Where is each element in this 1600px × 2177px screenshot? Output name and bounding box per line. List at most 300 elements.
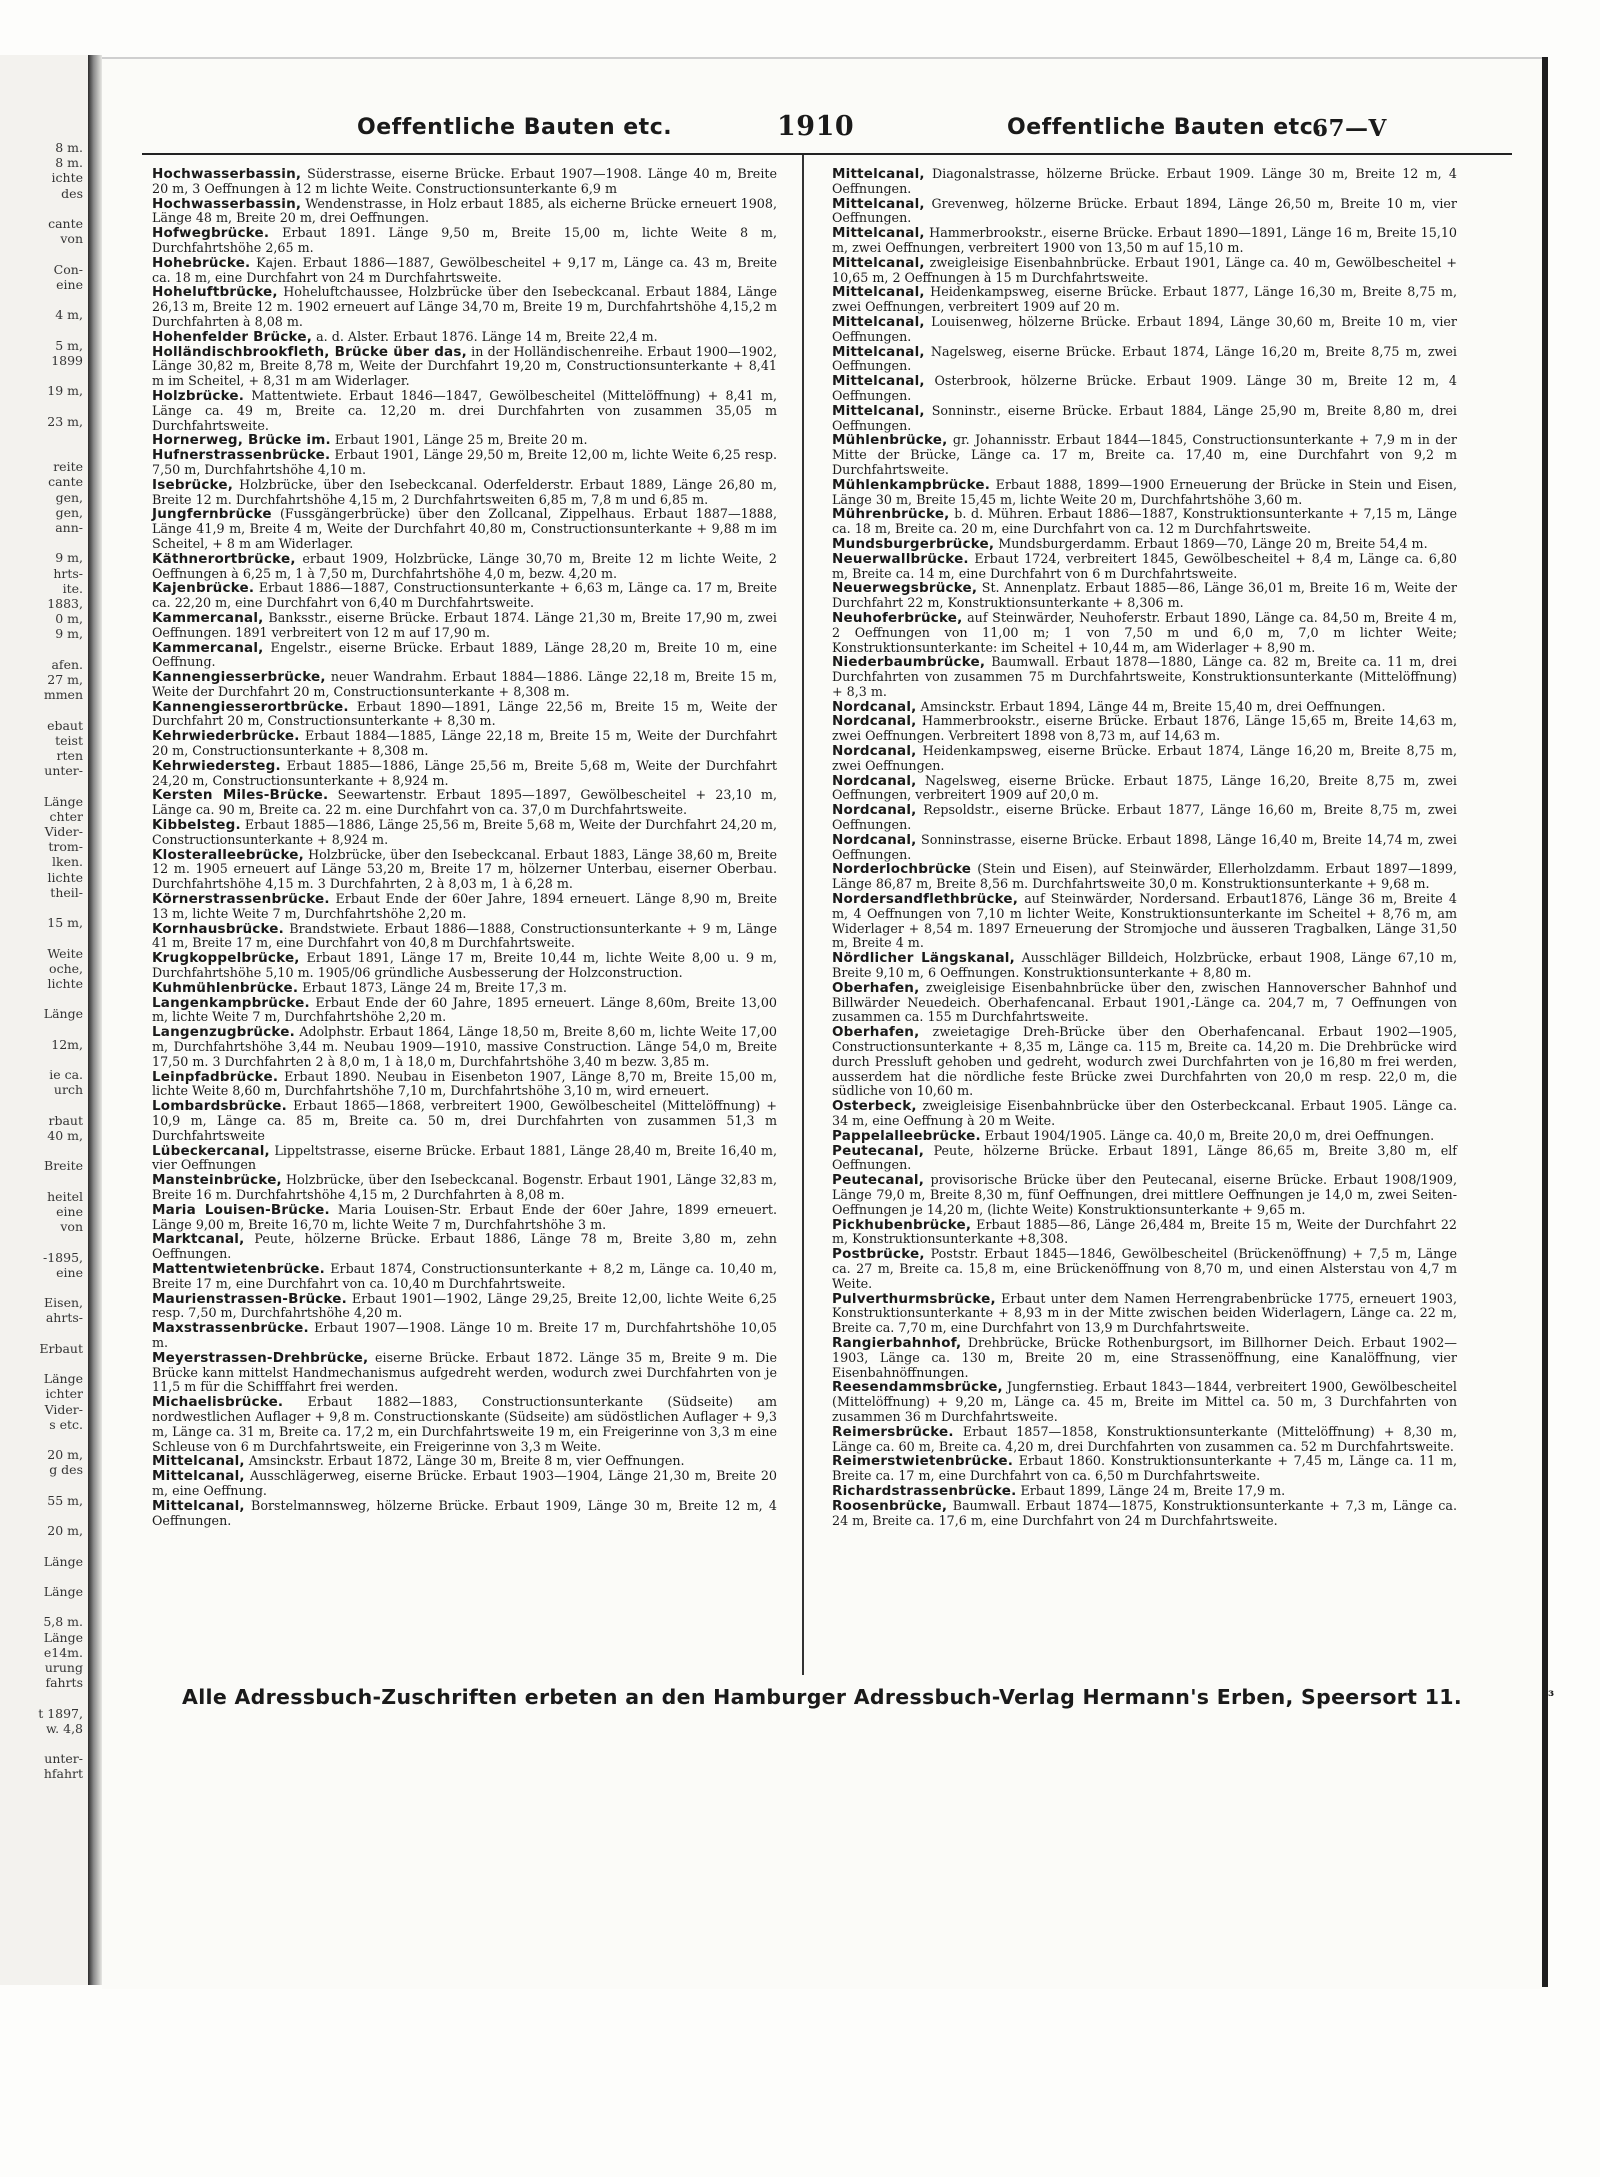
entry-keyword: Mansteinbrücke, <box>152 1172 282 1189</box>
entry-keyword: Mittelcanal, <box>832 254 925 271</box>
prev-page-fragment: ichter <box>45 1386 83 1402</box>
bridge-entry <box>832 1499 1457 1529</box>
prev-page-fragment: t 1897, <box>38 1705 83 1721</box>
prev-page-fragment: teist <box>55 732 83 748</box>
entry-text: Amsinckstr. Erbaut 1872, Länge 30 m, Breite 8 m, vier Oeffnungen. <box>248 1453 685 1469</box>
prev-page-fragment: unter- <box>44 763 83 779</box>
footer-mark: ³ <box>1548 1689 1555 1705</box>
entry-text: Brandstwiete. Erbaut 1886—1888, Constructionsunterkante + 9 m, Länge 41 m, Breite 17 m, eine Durchfahrt von 40,8 m Durchfahrtsweite. <box>152 920 777 951</box>
entry-text: neuer Wandrahm. Erbaut 1884—1886. Länge 22,18 m, Breite 15 m, Weite der Durchfahrt 20 m, Constructionsunterkante + 8,308 m. <box>152 669 777 699</box>
bridge-entry <box>832 1425 1457 1455</box>
prev-page-fragment: ie ca. <box>49 1067 83 1083</box>
entry-text: Erbaut Ende der 60er Jahre, 1894 erneuert. Länge 8,90 m, Breite 13 m, lichte Weite 7 m, Durchfahrtshöhe 2,20 m. <box>152 891 777 921</box>
entry-keyword: Kannengiesserortbrücke. <box>152 698 349 715</box>
bridge-entry <box>152 1232 777 1262</box>
entry-text: Diagonalstrasse, hölzerne Brücke. Erbaut 1909. Länge 30 m, Breite 12 m, 4 Oeffnungen. <box>832 166 1457 196</box>
prev-page-fragment: hfahrt <box>43 1766 83 1782</box>
bridge-entry <box>152 389 777 433</box>
prev-page-fragment: 8 m. <box>55 140 83 155</box>
entry-text: Sonninstrasse, eiserne Brücke. Erbaut 1898, Länge 16,40 m, Breite 14,74 m, zwei Oeffnungen. <box>832 831 1457 862</box>
entry-keyword: Peutecanal, <box>832 1142 925 1159</box>
entry-keyword: Hornerweg, Brücke im. <box>152 432 331 449</box>
bridge-entry <box>152 1499 777 1529</box>
entry-keyword: Hochwasserbassin, <box>152 166 302 182</box>
entry-text: Erbaut 1890—1891, Länge 22,56 m, Breite 15 m, Weite der Durchfahrt 20 m, Constructionsunterkante + 8,30 m. <box>152 698 777 729</box>
prev-page-fragment: g des <box>49 1462 83 1478</box>
entry-keyword: Kajenbrücke. <box>152 580 255 597</box>
entry-keyword: Neuhoferbrücke, <box>832 609 963 626</box>
entry-keyword: Körnerstrassenbrücke. <box>152 891 330 908</box>
entry-keyword: Niederbaumbrücke, <box>832 654 986 671</box>
entry-keyword: Roosenbrücke, <box>832 1497 948 1514</box>
entry-keyword: Holzbrücke. <box>152 387 245 404</box>
entry-text: Erbaut 1904/1905. Länge ca. 40,0 m, Breite 20,0 m, drei Oeffnungen. <box>984 1127 1435 1143</box>
entry-keyword: Michaelisbrücke. <box>152 1394 284 1411</box>
entry-keyword: Kehrwiederbrücke. <box>152 728 300 745</box>
entry-text: Erbaut 1890. Neubau in Eisenbeton 1907, Länge 8,70 m, Breite 15,00 m, lichte Weite 8,60 m, Durchfahrtshöhe 7,10 m, Durchfahrtshöhe 3,10 m, wird erneuert. <box>152 1068 777 1099</box>
entry-text: Erbaut 1874, Constructionsunterkante + 8,2 m, Länge ca. 10,40 m, Breite 17 m, eine Durchfahrt von ca. 10,40 m Durchfahrtsweite. <box>152 1260 777 1291</box>
entry-text: Nagelsweg, eiserne Brücke. Erbaut 1875, Länge 16,20, Breite 8,75 m, zwei Oeffnungen, verbreitert 1909 auf 20,0 m. <box>832 772 1457 803</box>
prev-page-fragment: w. 4,8 <box>45 1720 83 1736</box>
bridge-entry <box>152 1262 777 1292</box>
prev-page-fragment: 1883, <box>47 596 83 611</box>
prev-page-fragment: Eisen, <box>44 1295 83 1311</box>
entry-keyword: Neuerwegsbrücke, <box>832 580 978 597</box>
entry-text: Hoheluftchaussee, Holzbrücke über den Isebeckcanal. Erbaut 1884, Länge 26,13 m, Breite 12 m. 1902 erneuert auf Länge 34,70 m, Breite 19 m, Durchfahrtshöhe 4,15,2 m Durchfahrten à 8,08 m. <box>152 284 777 329</box>
book-gutter <box>88 55 102 1985</box>
bridge-entry <box>152 1144 777 1174</box>
header-page-number: 67—V <box>1312 115 1387 142</box>
bridge-entry <box>832 1380 1457 1424</box>
prev-page-fragment: 23 m, <box>47 413 83 429</box>
prev-page-fragment: 8 m. <box>55 155 83 171</box>
prev-page-fragment: Vider- <box>44 1401 83 1417</box>
entry-text: Holzbrücke, über den Isebeckcanal. Bogenstr. Erbaut 1901, Länge 32,83 m, Breite 16 m. Durchfahrtshöhe 4,15 m, 2 Durchfahrten à 8,08 m. <box>152 1172 777 1202</box>
entry-text: Erbaut 1907—1908. Länge 10 m. Breite 17 m, Durchfahrtshöhe 10,05 m. <box>152 1320 777 1350</box>
prev-page-fragment: gen, <box>55 504 83 520</box>
entry-text: Holzbrücke, über den Isebeckcanal. Erbaut 1883, Länge 38,60 m, Breite 12 m. 1905 erneuert auf Länge 53,20 m, Breite 17 m, hölzerner Unterbau, eiserner Oberbau. Durchfahrtshöhe 4,15 m. 3 Durchfahrten, 2 à 8,03 m, 1 à 6,28 m. <box>152 846 777 892</box>
entry-text: Ausschläger Billdeich, Holzbrücke, erbaut 1908, Länge 67,10 m, Breite 9,10 m, 6 Oeffnungen. Konstruktionsunterkante + 8,80 m. <box>832 950 1457 981</box>
entry-text: Adolphstr. Erbaut 1864, Länge 18,50 m, Breite 8,60 m, lichte Weite 17,00 m, Durchfahrtshöhe 3,44 m. Neubau 1909—1910, massive Construction. Länge 54,0 m, Breite 17,50 m. 3 Durchfahrten 2 à 8,0 m, 1 à 18,0 m, Durchfahrtshöhe 3,40 m bezw. 3,85 m. <box>152 1024 777 1069</box>
entry-text: Erbaut 1884—1885, Länge 22,18 m, Breite 15 m, Weite der Durchfahrt 20 m, Constructionsunterkante + 8,308 m. <box>152 728 777 759</box>
prev-page-fragment: ite. <box>62 580 83 596</box>
bridge-entry <box>832 951 1457 981</box>
entry-text: Amsinckstr. Erbaut 1894, Länge 44 m, Breite 15,40 m, drei Oeffnungen. <box>920 698 1386 714</box>
entry-text: Holzbrücke, über den Isebeckcanal. Oderfelderstr. Erbaut 1889, Länge 26,80 m, Breite 12 m. Durchfahrtshöhe 4,15 m, 2 Durchfahrtsweiten 6,85 m, 7,8 m und 6,85 m. <box>152 476 777 507</box>
prev-page-fragment: oche, <box>49 960 83 976</box>
entry-keyword: Kersten Miles-Brücke. <box>152 787 329 804</box>
prev-page-fragment: 55 m, <box>47 1492 83 1508</box>
prev-page-fragment: Erbaut <box>39 1340 83 1356</box>
bridge-entry <box>152 818 777 848</box>
bridge-entry <box>832 1099 1457 1129</box>
prev-page-fragment: fahrts <box>45 1675 83 1691</box>
bridge-entry <box>152 256 777 286</box>
entry-text: Erbaut 1860. Konstruktionsunterkante + 7,45 m, Länge ca. 11 m, Breite ca. 17 m, eine Durchfahrt von ca. 6,50 m Durchfahrtsweite. <box>832 1453 1457 1484</box>
entry-keyword: Nordcanal, <box>832 743 917 760</box>
bridge-entry <box>832 981 1457 1025</box>
bridge-entry <box>152 1395 777 1454</box>
prev-page-fragment: 0 m, <box>55 611 83 627</box>
entry-text: (Fussgängerbrücke) über den Zollcanal, Zippelhaus. Erbaut 1887—1888, Länge 41,9 m, Breite 4 m, Weite der Durchfahrt 40,80 m, Constructionsunterkante + 9,88 m im Scheitel, + 8 m am Widerlager. <box>152 506 777 551</box>
bridge-entry <box>832 315 1457 345</box>
bridge-entry <box>152 552 777 582</box>
entry-text: Erbaut 1901, Länge 25 m, Breite 20 m. <box>334 432 588 448</box>
entry-text: zweigleisige Eisenbahnbrücke über den Osterbeckcanal. Erbaut 1905. Länge ca. 34 m, eine Oeffnung à 20 m Weite. <box>832 1098 1457 1128</box>
bridge-entry <box>152 981 777 996</box>
entry-keyword: Mittelcanal, <box>832 284 925 301</box>
entry-keyword: Richardstrassenbrücke. <box>832 1482 1017 1499</box>
prev-page-fragment: 1899 <box>51 352 83 368</box>
bridge-entry <box>832 345 1457 375</box>
bridge-entry <box>152 478 777 508</box>
bridge-entry <box>152 345 777 389</box>
entry-text: Erbaut Ende der 60 Jahre, 1895 erneuert. Länge 8,60m, Breite 13,00 m, lichte Weite 7 m, Durchfahrtshöhe 2,20 m. <box>152 994 777 1025</box>
prev-page-fragment: eine <box>56 1264 83 1280</box>
prev-page-fragment: 5,8 m. <box>43 1614 83 1630</box>
prev-page-fragment: des <box>61 185 83 201</box>
entry-text: Erbaut 1891, Länge 17 m, Breite 10,44 m, lichte Weite 8,00 u. 9 m, Durchfahrtshöhe 5,10 m. 1905/06 gründliche Ausbesserung der Holzconstruction. <box>152 950 777 981</box>
bridge-entry <box>832 1336 1457 1380</box>
entry-keyword: Nordcanal, <box>832 802 917 819</box>
bridge-entry <box>152 1292 777 1322</box>
prev-page-fragment: 20 m, <box>47 1523 83 1539</box>
entry-keyword: Mühlenbrücke, <box>832 432 948 449</box>
entry-text: Repsoldstr., eiserne Brücke. Erbaut 1877, Länge 16,60 m, Breite 8,75 m, zwei Oeffnungen. <box>832 802 1457 833</box>
bridge-entry <box>152 759 777 789</box>
bridge-entry <box>832 1484 1457 1499</box>
bridge-entry <box>832 404 1457 434</box>
publisher-footer: Alle Adressbuch-Zuschriften erbeten an den Hamburger Adressbuch-Verlag Hermann's Erben, Speersort 11. <box>182 1685 1462 1709</box>
entry-keyword: Kammercanal, <box>152 639 264 656</box>
bridge-entry <box>152 848 777 892</box>
entry-keyword: Hufnerstrassenbrücke. <box>152 447 331 464</box>
entry-keyword: Maxstrassenbrücke. <box>152 1320 309 1337</box>
entry-text: Erbaut unter dem Namen Herrengrabenbrücke 1775, erneuert 1903, Konstruktionsunterkante + 8,93 m in der Mitte zwischen beiden Widerlagern, Länge ca. 22 m, Breite ca. 7,70 m, eine Durchfahrt von 13,9 m Durchfahrtsweite. <box>832 1290 1457 1336</box>
entry-keyword: Mittelcanal, <box>832 313 925 330</box>
prev-page-fragment: Breite <box>44 1158 83 1174</box>
bridge-entry <box>152 1454 777 1469</box>
entry-keyword: Krugkoppelbrücke, <box>152 950 300 967</box>
left-column <box>152 167 777 1528</box>
entry-text: Heidenkampsweg, eiserne Brücke. Erbaut 1874, Länge 16,20 m, Breite 8,75 m, zwei Oeffnungen. <box>832 743 1457 773</box>
entry-text: Kajen. Erbaut 1886—1887, Gewölbescheitel + 9,17 m, Länge ca. 43 m, Breite ca. 18 m, eine Durchfahrt von 24 m Durchfahrtsweite. <box>152 254 777 285</box>
prev-page-fragment: 5 m, <box>55 337 83 353</box>
prev-page-fragment: Länge <box>43 1629 83 1645</box>
entry-text: Süderstrasse, eiserne Brücke. Erbaut 1907—1908. Länge 40 m, Breite 20 m, 3 Oeffnungen à 12 m lichte Weite. Constructionsunterkante 6,9 m <box>152 166 777 196</box>
entry-text: Erbaut 1886—1887, Constructionsunterkante + 6,63 m, Länge ca. 17 m, Breite ca. 22,20 m, eine Durchfahrt von 6,40 m Durchfahrtsweite. <box>152 580 777 611</box>
prev-page-fragment: ann- <box>55 520 83 535</box>
bridge-entry <box>832 581 1457 611</box>
entry-text: Baumwall. Erbaut 1874—1875, Konstruktionsunterkante + 7,3 m, Länge ca. 24 m, Breite ca. 17,6 m, eine Durchfahrt von 24 m Durchfahrtsweite. <box>832 1497 1457 1528</box>
entry-text: auf Steinwärder, Neuhoferstr. Erbaut 1890, Länge ca. 84,50 m, Breite 4 m, 2 Oeffnungen von 11,00 m; 1 von 7,50 m und 6,0 m, 7,0 m lichter Weite; Konstruktionsunterkante: im Scheitel + 10,44 m, am Widerlager + 8,90 m. <box>832 609 1457 655</box>
entry-keyword: Holländischbrookfleth, Brücke über das, <box>152 343 467 360</box>
prev-page-fragment: Con- <box>53 261 83 277</box>
prev-page-fragment: von <box>60 231 83 247</box>
prev-page-fragment: afen. <box>51 656 83 672</box>
bridge-entry <box>832 1292 1457 1336</box>
prev-page-fragment: Weite <box>47 945 83 961</box>
prev-page-fragment: hrts- <box>53 565 83 581</box>
entry-keyword: Marktcanal, <box>152 1231 245 1248</box>
bridge-entry <box>152 1099 777 1143</box>
header-left-title: Oeffentliche Bauten etc. <box>357 115 673 140</box>
page-right-edge <box>1542 57 1548 1987</box>
previous-page-edge <box>0 55 91 1985</box>
entry-text: Erbaut 1857—1858, Konstruktionsunterkante (Mittelöffnung) + 8,30 m, Länge ca. 60 m, Breite ca. 4,20 m, drei Durchfahrten von zusammen ca. 52 m Durchfahrtsweite. <box>832 1423 1457 1454</box>
entry-keyword: Mittelcanal, <box>832 343 925 360</box>
prev-page-fragment: theil- <box>50 884 83 900</box>
entry-keyword: Nordcanal, <box>832 698 917 715</box>
bridge-entry <box>832 478 1457 508</box>
prev-page-fragment: lichte <box>47 869 83 885</box>
prev-page-fragment: Länge <box>43 1371 83 1387</box>
entry-keyword: Kuhmühlenbrücke. <box>152 979 299 996</box>
prev-page-fragment: eine <box>56 276 83 292</box>
entry-text: Erbaut 1885—1886, Länge 25,56 m, Breite 5,68 m, Weite der Durchfahrt 24,20 m, Constructionsunterkante + 8,924 m. <box>152 817 777 847</box>
prev-page-fragment: 12m, <box>51 1036 83 1052</box>
entry-keyword: Oberhafen, <box>832 1024 920 1041</box>
entry-text: Mundsburgerdamm. Erbaut 1869—70, Länge 20 m, Breite 54,4 m. <box>998 535 1428 551</box>
header-right-title: Oeffentliche Bauten etc. <box>1007 115 1323 140</box>
bridge-entry <box>832 803 1457 833</box>
entry-keyword: Lombardsbrücke. <box>152 1098 287 1115</box>
bridge-entry <box>152 226 777 256</box>
entry-keyword: Mittelcanal, <box>832 166 925 182</box>
entry-text: Ausschlägerweg, eiserne Brücke. Erbaut 1903—1904, Länge 21,30 m, Breite 20 m, eine Oeffnung. <box>152 1468 777 1498</box>
entry-text: eiserne Brücke. Erbaut 1872. Länge 35 m, Breite 9 m. Die Brücke kann mittelst Handmechanismus aufgedreht werden, wodurch zwei Durchfahrten von je 11,5 m für die Schifffahrt frei werden. <box>152 1349 777 1395</box>
bridge-entry <box>832 700 1457 715</box>
entry-keyword: Mittelcanal, <box>152 1468 245 1485</box>
entry-text: Erbaut 1899, Länge 24 m, Breite 17,9 m. <box>1020 1482 1286 1498</box>
bridge-entry <box>152 670 777 700</box>
entry-text: Nagelsweg, eiserne Brücke. Erbaut 1874, Länge 16,20 m, Breite 8,75 m, zwei Oeffnungen. <box>832 343 1457 374</box>
entry-keyword: Mühlenkampbrücke. <box>832 476 991 493</box>
bridge-entry <box>152 700 777 730</box>
entry-keyword: Mittelcanal, <box>832 373 925 390</box>
bridge-entry <box>832 1247 1457 1291</box>
entry-keyword: Mittelcanal, <box>832 195 925 212</box>
entry-text: Engelstr., eiserne Brücke. Erbaut 1889, Länge 28,20 m, Breite 10 m, eine Oeffnung. <box>152 639 777 670</box>
entry-text: Louisenweg, hölzerne Brücke. Erbaut 1894, Länge 30,60 m, Breite 10 m, vier Oeffnungen. <box>832 313 1457 344</box>
entry-text: zweigleisige Eisenbahnbrücke über den, zwischen Hannoverscher Bahnhof und Billwärder Neuedeich. Oberhafencanal. Erbaut 1901,-Länge ca. 204,7 m, 7 Oeffnungen von zusammen ca. 155 m Durchfahrtsweite. <box>832 979 1457 1025</box>
prev-page-fragment: reite <box>53 459 83 475</box>
entry-keyword: Kornhausbrücke. <box>152 920 284 937</box>
prev-page-fragment: rbaut <box>48 1112 83 1128</box>
entry-text: Erbaut 1888, 1899—1900 Erneuerung der Brücke in Stein und Eisen, Länge 30 m, Breite 15,45 m, lichte Weite 20 m, Durchfahrtshöhe 3,60 m. <box>832 476 1457 507</box>
entry-text: Erbaut 1885—1886, Länge 25,56 m, Breite 5,68 m, Weite der Durchfahrt 24,20 m, Constructionsunterkante + 8,924 m. <box>152 757 777 788</box>
entry-keyword: Hochwasserbassin, <box>152 195 302 212</box>
prev-page-fragment: ahrts- <box>45 1310 83 1326</box>
bridge-entry <box>832 374 1457 404</box>
entry-keyword: Mittelcanal, <box>152 1497 245 1514</box>
bridge-entry <box>832 1454 1457 1484</box>
entry-keyword: Nördlicher Längskanal, <box>832 950 1015 967</box>
entry-keyword: Kibbelsteg. <box>152 817 241 834</box>
entry-keyword: Kammercanal, <box>152 609 264 626</box>
entry-text: gr. Johannisstr. Erbaut 1844—1845, Constructionsunterkante + 7,9 m in der Mitte der Brücke, Länge ca. 17 m, Breite ca. 17,40 m, eine Durchfahrt von 9,2 m Durchfahrtsweite. <box>832 432 1457 477</box>
entry-keyword: Maria Louisen-Brücke. <box>152 1201 330 1218</box>
bridge-entry <box>832 256 1457 286</box>
prev-page-fragment: von <box>60 1219 83 1235</box>
prev-page-fragment: 9 m, <box>55 550 83 566</box>
bridge-entry <box>152 611 777 641</box>
entry-keyword: Reimersbrücke. <box>832 1423 954 1440</box>
entry-text: Mattentwiete. Erbaut 1846—1847, Gewölbescheitel (Mittelöffnung) + 8,41 m, Länge ca. 49 m, Breite ca. 12,20 m. drei Durchfahrten von zusammen 35,05 m Durchfahrtsweite. <box>152 387 777 433</box>
bridge-entry <box>152 197 777 227</box>
bridge-entry <box>152 951 777 981</box>
prev-page-fragment: chter <box>49 808 83 824</box>
entry-text: St. Annenplatz. Erbaut 1885—86, Länge 36,01 m, Breite 16 m, Weite der Durchfahrt 22 m, Konstruktionsunterkante + 8,306 m. <box>832 580 1457 611</box>
entry-text: Grevenweg, hölzerne Brücke. Erbaut 1894, Länge 26,50 m, Breite 10 m, vier Oeffnungen. <box>832 195 1457 226</box>
prev-page-fragment: mmen <box>43 687 83 703</box>
entry-keyword: Mittelcanal, <box>152 1453 245 1470</box>
entry-text: in der Holländischenreihe. Erbaut 1900—1902, Länge 30,82 m, Breite 8,78 m, Weite der Durchfahrt 19,20 m, Constructionsunterkante + 8,41 m im Scheitel, + 8,31 m am Widerlager. <box>152 343 777 389</box>
entry-text: Erbaut 1882—1883, Constructionsunterkante (Südseite) am nordwestlichen Auflager + 9,8 m. Constructionskante (Südseite) am südöstlichen Auflager + 9,3 m, Länge ca. 31 m, Breite ca. 17,2 m, ein Durchfahrtsweite 19 m, ein Freigerinne von 3,3 m eine Schleuse von 6 m Durchfahrtsweite, ein Freigerinne von 3,3 m Weite. <box>152 1394 777 1454</box>
prev-page-fragment: gen, <box>55 489 83 505</box>
prev-page-fragment: s etc. <box>49 1416 83 1432</box>
entry-text: Poststr. Erbaut 1845—1846, Gewölbescheitel (Brückenöffnung) + 7,5 m, Länge ca. 27 m, Breite ca. 15,8 m, eine Brückenöffnung von 8,70 m, und einen Alsterstau von 4,7 m Weite. <box>832 1246 1457 1291</box>
bridge-entry <box>832 197 1457 227</box>
entry-text: Sonninstr., eiserne Brücke. Erbaut 1884, Länge 25,90 m, Breite 8,80 m, drei Oeffnungen. <box>832 402 1457 433</box>
prev-page-fragment: urung <box>44 1660 83 1675</box>
entry-keyword: Postbrücke, <box>832 1246 925 1263</box>
prev-page-fragment: rten <box>56 748 83 763</box>
entry-text: erbaut 1909, Holzbrücke, Länge 30,70 m, Breite 12 m lichte Weite, 2 Oeffnungen à 6,25 m, 1 à 7,50 m, Durchfahrtshöhe 4,0 m, bezw. 4,20 m. <box>152 550 777 581</box>
bridge-entry <box>152 1203 777 1233</box>
entry-text: a. d. Alster. Erbaut 1876. Länge 14 m, Breite 22,4 m. <box>316 328 658 344</box>
prev-page-fragment: heitel <box>47 1188 83 1204</box>
bridge-entry <box>832 1173 1457 1217</box>
prev-page-fragment: urch <box>53 1082 83 1098</box>
directory-page <box>102 57 1555 1989</box>
entry-keyword: Hofwegbrücke. <box>152 225 270 242</box>
entry-keyword: Meyerstrassen-Drehbrücke, <box>152 1349 369 1366</box>
bridge-entry <box>152 641 777 671</box>
entry-keyword: Langenzugbrücke. <box>152 1024 295 1041</box>
bridge-entry <box>832 167 1457 197</box>
entry-keyword: Pulverthurmsbrücke, <box>832 1290 996 1307</box>
entry-keyword: Neuerwallbrücke. <box>832 550 969 567</box>
entry-text: Seewartenstr. Erbaut 1895—1897, Gewölbescheitel + 23,10 m, Länge ca. 90 m, Breite ca. 22 m. eine Durchfahrt von ca. 37,0 m Durchfahrtsweite. <box>152 787 777 818</box>
prev-page-fragment: Länge <box>43 793 83 809</box>
entry-keyword: Jungfernbrücke <box>152 506 272 523</box>
entry-keyword: Klosteralleebrücke, <box>152 846 304 863</box>
prev-page-fragment: cante <box>48 216 83 231</box>
prev-page-fragment: e14m. <box>43 1644 83 1660</box>
prev-page-fragment: 19 m, <box>47 383 83 399</box>
entry-text: Heidenkampsweg, eiserne Brücke. Erbaut 1877, Länge 16,30 m, Breite 8,75 m, zwei Oeffnungen, verbreitert 1909 auf 20 m. <box>832 284 1457 315</box>
bridge-entry <box>152 1173 777 1203</box>
bridge-entry <box>152 1321 777 1351</box>
entry-text: auf Steinwärder, Nordersand. Erbaut1876, Länge 36 m, Breite 4 m, 4 Oeffnungen von 7,10 m lichter Weite, Konstruktionsunterkante im Scheitel + 8,76 m, am Widerlager + 8,54 m. 1897 Erneuerung der Stromjoche und äusseren Tragbalken, Länge 31,50 m, Breite 4 m. <box>832 891 1457 951</box>
entry-text: b. d. Mühren. Erbaut 1886—1887, Konstruktionsunterkante + 7,15 m, Länge ca. 18 m, Breite ca. 20 m, eine Durchfahrt von ca. 12 m Durchfahrtsweite. <box>832 506 1457 537</box>
entry-text: Maria Louisen-Str. Erbaut Ende der 60er Jahre, 1899 erneuert. Länge 9,00 m, Breite 16,70 m, lichte Weite 7 m, Durchfahrtshöhe 3 m. <box>152 1201 777 1232</box>
bridge-entry <box>832 655 1457 699</box>
entry-text: Erbaut 1891. Länge 9,50 m, Breite 15,00 m, lichte Weite 8 m, Durchfahrtshöhe 2,65 m. <box>152 225 777 255</box>
bridge-entry <box>152 1025 777 1069</box>
entry-text: zweietagige Dreh-Brücke über den Oberhafencanal. Erbaut 1902—1905, Constructionsunterkante + 8,35 m, Länge ca. 115 m, Breite ca. 14,20 m. Die Drehbrücke wird durch Pressluft gehoben und gedreht, wodurch zwei Durchfahrten von je 16,80 m frei werden, ausserdem hat die nördliche feste Brücke zwei Durchfahrten von 20,0 m resp. 22,0 m, die südliche von 10,60 m. <box>832 1024 1457 1099</box>
prev-page-fragment: Länge <box>43 1006 83 1022</box>
entry-text: Erbaut 1724, verbreitert 1845, Gewölbescheitel + 8,4 m, Länge ca. 6,80 m, Breite ca. 14 m, eine Durchfahrt von 6 m Durchfahrtsweite. <box>832 550 1457 581</box>
entry-keyword: Leinpfadbrücke. <box>152 1068 279 1085</box>
entry-text: Lippeltstrasse, eiserne Brücke. Erbaut 1881, Länge 28,40 m, Breite 16,40 m, vier Oeffnungen <box>152 1142 777 1173</box>
bridge-entry <box>152 285 777 329</box>
bridge-entry <box>152 448 777 478</box>
entry-keyword: Käthnerortbrücke, <box>152 550 296 567</box>
entry-text: Erbaut 1865—1868, verbreitert 1900, Gewölbescheitel (Mittelöffnung) + 10,9 m, Länge ca. 85 m, Breite ca. 50 m, drei Durchfahrten von zusammen 51,3 m Durchfahrtsweite <box>152 1098 777 1143</box>
bridge-entry <box>832 226 1457 256</box>
prev-page-fragment: 4 m, <box>55 307 83 323</box>
bridge-entry <box>152 507 777 551</box>
entry-keyword: Langenkampbrücke. <box>152 994 310 1011</box>
prev-page-fragment: 9 m, <box>55 626 83 642</box>
bridge-entry <box>152 788 777 818</box>
entry-keyword: Hohenfelder Brücke, <box>152 328 313 345</box>
right-column <box>832 167 1457 1528</box>
entry-keyword: Mittelcanal, <box>832 402 925 419</box>
bridge-entry <box>152 330 777 345</box>
entry-keyword: Mundsburgerbrücke, <box>832 535 995 552</box>
entry-keyword: Peutecanal, <box>832 1172 925 1189</box>
prev-page-fragment: Länge <box>43 1553 83 1569</box>
bridge-entry <box>152 1469 777 1499</box>
prev-page-fragment: 20 m, <box>47 1447 83 1463</box>
bridge-entry <box>832 507 1457 537</box>
entry-keyword: Nordersandflethbrücke, <box>832 891 1019 908</box>
entry-text: zweigleisige Eisenbahnbrücke. Erbaut 1901, Länge ca. 40 m, Gewölbescheitel + 10,65 m, 2 Oeffnungen à 15 m Durchfahrtsweite. <box>832 254 1457 285</box>
prev-page-fragment: Vider- <box>44 824 83 839</box>
bridge-entry <box>832 714 1457 744</box>
bridge-entry <box>152 892 777 922</box>
prev-page-fragment: Länge <box>43 1584 83 1599</box>
entry-keyword: Mittelcanal, <box>832 225 925 242</box>
entry-keyword: Norderlochbrücke <box>832 861 972 878</box>
bridge-entry <box>832 552 1457 582</box>
entry-text: Hammerbrookstr., eiserne Brücke. Erbaut 1890—1891, Länge 16 m, Breite 15,10 m, zwei Oeffnungen, verbreitert 1900 von 13,50 m auf 15,10 m. <box>832 225 1457 255</box>
prev-page-fragment: -1895, <box>42 1249 83 1265</box>
prev-page-fragment: cante <box>48 474 83 490</box>
prev-page-fragment: ichte <box>51 170 83 186</box>
entry-text: Erbaut 1885—86, Länge 26,484 m, Breite 15 m, Weite der Durchfahrt 22 m, Konstruktionsunterkante +8,308. <box>832 1216 1457 1247</box>
entry-text: Osterbrook, hölzerne Brücke. Erbaut 1909. Länge 30 m, Breite 12 m, 4 Oeffnungen. <box>832 373 1457 403</box>
header-year: 1910 <box>777 111 855 142</box>
bridge-entry <box>832 285 1457 315</box>
entry-text: (Stein und Eisen), auf Steinwärder, Ellerholzdamm. Erbaut 1897—1899, Länge 86,87 m, Breite 8,56 m. Durchfahrtsweite 30,0 m. Konstruktionsunterkante + 9,68 m. <box>832 861 1457 892</box>
bridge-entry <box>152 433 777 448</box>
entry-keyword: Mührenbrücke, <box>832 506 950 523</box>
entry-keyword: Hoheluftbrücke, <box>152 284 278 301</box>
entry-keyword: Nordcanal, <box>832 713 917 730</box>
bridge-entry <box>832 774 1457 804</box>
bridge-entry <box>832 433 1457 477</box>
page-header <box>102 107 1542 149</box>
column-divider <box>802 155 804 1675</box>
entry-text: Peute, hölzerne Brücke. Erbaut 1891, Länge 86,65 m, Breite 3,80 m, elf Oeffnungen. <box>832 1142 1457 1173</box>
entry-text: Baumwall. Erbaut 1878—1880, Länge ca. 82 m, Breite ca. 11 m, drei Durchfahrten von zusammen 75 m Durchfahrtsweite, Konstruktionsunterkante (Mittelöffnung) + 8,3 m. <box>832 654 1457 699</box>
bridge-entry <box>832 1144 1457 1174</box>
entry-keyword: Mattentwietenbrücke. <box>152 1260 325 1277</box>
entry-keyword: Hohebrücke. <box>152 254 251 271</box>
entry-keyword: Kannengiesserbrücke, <box>152 669 326 686</box>
prev-page-fragment: lken. <box>52 854 83 870</box>
entry-text: Borstelmannsweg, hölzerne Brücke. Erbaut 1909, Länge 30 m, Breite 12 m, 4 Oeffnungen. <box>152 1497 777 1528</box>
entry-keyword: Pickhubenbrücke, <box>832 1216 972 1233</box>
bridge-entry <box>832 1129 1457 1144</box>
bridge-entry <box>832 1025 1457 1099</box>
prev-page-fragment: unter- <box>44 1751 83 1767</box>
prev-page-fragment: lichte <box>47 976 83 991</box>
